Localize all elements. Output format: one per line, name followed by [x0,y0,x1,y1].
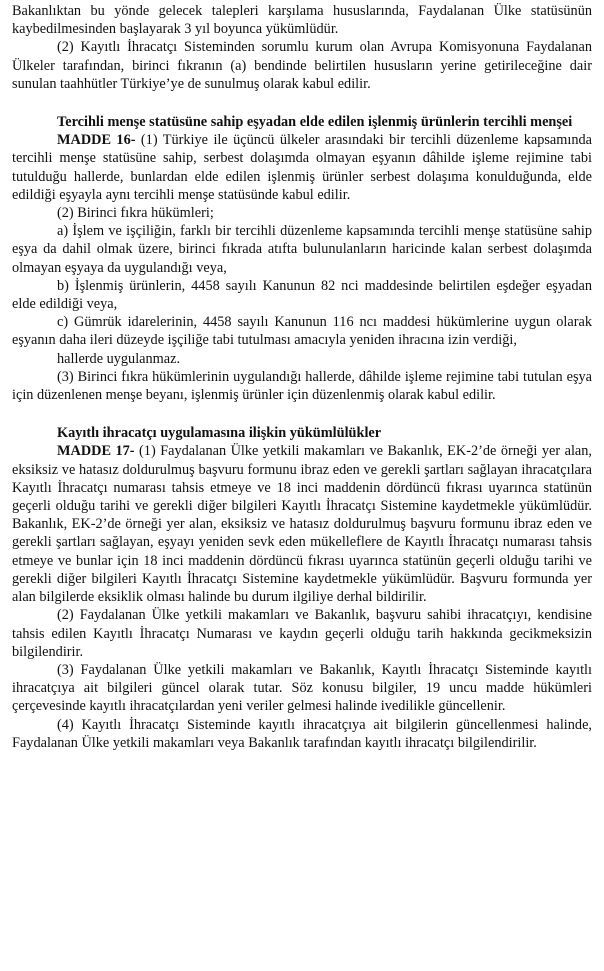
article-16-label: MADDE 16- [57,132,136,149]
paragraph-commission-commitments: (2) Kayıtlı İhracatçı Sisteminden sorumlu kurum olan Avrupa Komisyonuna Faydalanan Ülkeler tarafından, birinci fıkranın (a) bendinde belirtilen hususların yerine getirileceğine dair sunulan taahhütler Türkiye’ye de sunulmuş olarak kabul edilir. [12,39,592,92]
article-16-paragraph-1 [12,131,592,204]
article-16-item-c: c) Gümrük idarelerinin, 4458 sayılı Kanunun 116 ncı maddesi hükümlerine uygun olarak eşyanın daha ileri düzeyde işçiliğe tabi tutulması amacıyla yeniden ihracına izin verdiği, [12,314,592,349]
article-17-paragraph-4: (4) Kayıtlı İhracatçı Sisteminde kayıtlı ihracatçıya ait bilgilerin güncellenmesi halinde, Faydalanan Ülke yetkili makamları veya Bakanlık tarafından kayıtlı ihracatçı bilgilendirilir. [12,716,592,751]
article-17-paragraph-1 [12,442,592,606]
article-17-label: MADDE 17- [57,443,135,460]
article-16-p1-text: (1) Türkiye ile üçüncü ülkeler arasındaki bir tercihli düzenleme kapsamında tercihli menşe statüsüne sahip, serbest dolaşımda olmayan eşyanın dâhilde işleme rejimine tabi tutulduğu hallerde, bunlardan elde edilen işlenmiş ürünler serbest dolaşıma konulduğunda, elde edildiği eşyayla aynı tercihli menşe statüsünde kabul edilir. [12,132,593,203]
article-17-paragraph-3: (3) Faydalanan Ülke yetkili makamları ve Bakanlık, Kayıtlı İhracatçı Sisteminde kayıtlı ihracatçıya ait bilgileri güncel olarak tutar. Söz konusu bilgiler, 19 uncu madde hükümleri çerçevesinde kayıtlı ihracatçılardan yeni veriler gelmesi halinde ivedilikle güncellenir. [12,661,592,715]
article-16-paragraph-2: (2) Birinci fıkra hükümleri; [57,205,214,222]
article-16-item-a: a) İşlem ve işçiliğin, farklı bir tercihli düzenleme kapsamında tercihli menşe statüsüne sahip eşya da dahil olmak üzere, birinci fıkrada atıfta bulunulanların haricinde kalan serbest dolaşımda olmayan eşyaya da uygulandığı veya, [12,223,592,276]
article-16-paragraph-3: (3) Birinci fıkra hükümlerinin uygulandığı hallerde, dâhilde işleme rejimine tabi tutulan eşya için düzenlenen menşe beyanı, işlenmiş ürünler için düzenlenmiş olarak kabul edilir. [12,368,592,404]
article-16-item-b: b) İşlenmiş ürünlerin, 4458 sayılı Kanunun 82 nci maddesinde belirtilen eşdeğer eşyadan elde edildiği veya, [12,277,592,313]
article-16-item-c-tail: hallerde uygulanmaz. [57,350,181,367]
article-17-paragraph-2: (2) Faydalanan Ülke yetkili makamları ve Bakanlık, başvuru sahibi ihracatçıyı, kendisine tahsis edilen Kayıtlı İhracatçı Numarası ve kaydın geçerli olduğu tarih hakkında gecikmeksizin bilgilendirir. [12,607,592,660]
paragraph-continuation: Bakanlıktan bu yönde gelecek talepleri karşılama hususlarında, Faydalanan Ülke statüsünün kaybedilmesinden başlayarak 3 yıl boyunca yükümlüdür. [12,3,592,38]
section-16-heading: Tercihli menşe statüsüne sahip eşyadan elde edilen işlenmiş ürünlerin tercihli menşei [57,114,573,131]
section-17-heading: Kayıtlı ihracatçı uygulamasına ilişkin yükümlülükler [57,425,382,442]
article-17-p1-text: (1) Faydalanan Ülke yetkili makamları ve Bakanlık, EK-2’de örneği yer alan, eksiksiz ve hatasız doldurulmuş başvuru formunu ibraz eden ve gerekli şartları sağlayan ihracatçılara Kayıtlı İhracatçı numarası tahsis etmeye ve 18 inci maddenin dördüncü fıkrası uyarınca statünün geçerli olduğu tarihi ve gerekli diğer bilgileri Kayıtlı İhracatçı Sistemine kaydetmekle yükümlüdür. Bakanlık, EK-2’de örneği yer alan, eksiksiz ve hatasız doldurulmuş başvuru formunu ibraz eden ve gerekli şartları sağlayan, eşyayı yeniden sevk eden mükelleflere de Kayıtlı İhracatçı numarası tahsis etmeye ve bunlar için 18 inci maddenin dördüncü fıkrası uyarınca statünün geçerli olduğu tarihi ve gerekli diğer bilgileri Kayıtlı İhracatçı Sistemine kaydetmekle yükümlüdür. Başvuru formunda yer alan bilgilerde eksiklik olması halinde bu durum ilgiliye derhal bildirilir. [12,443,593,606]
